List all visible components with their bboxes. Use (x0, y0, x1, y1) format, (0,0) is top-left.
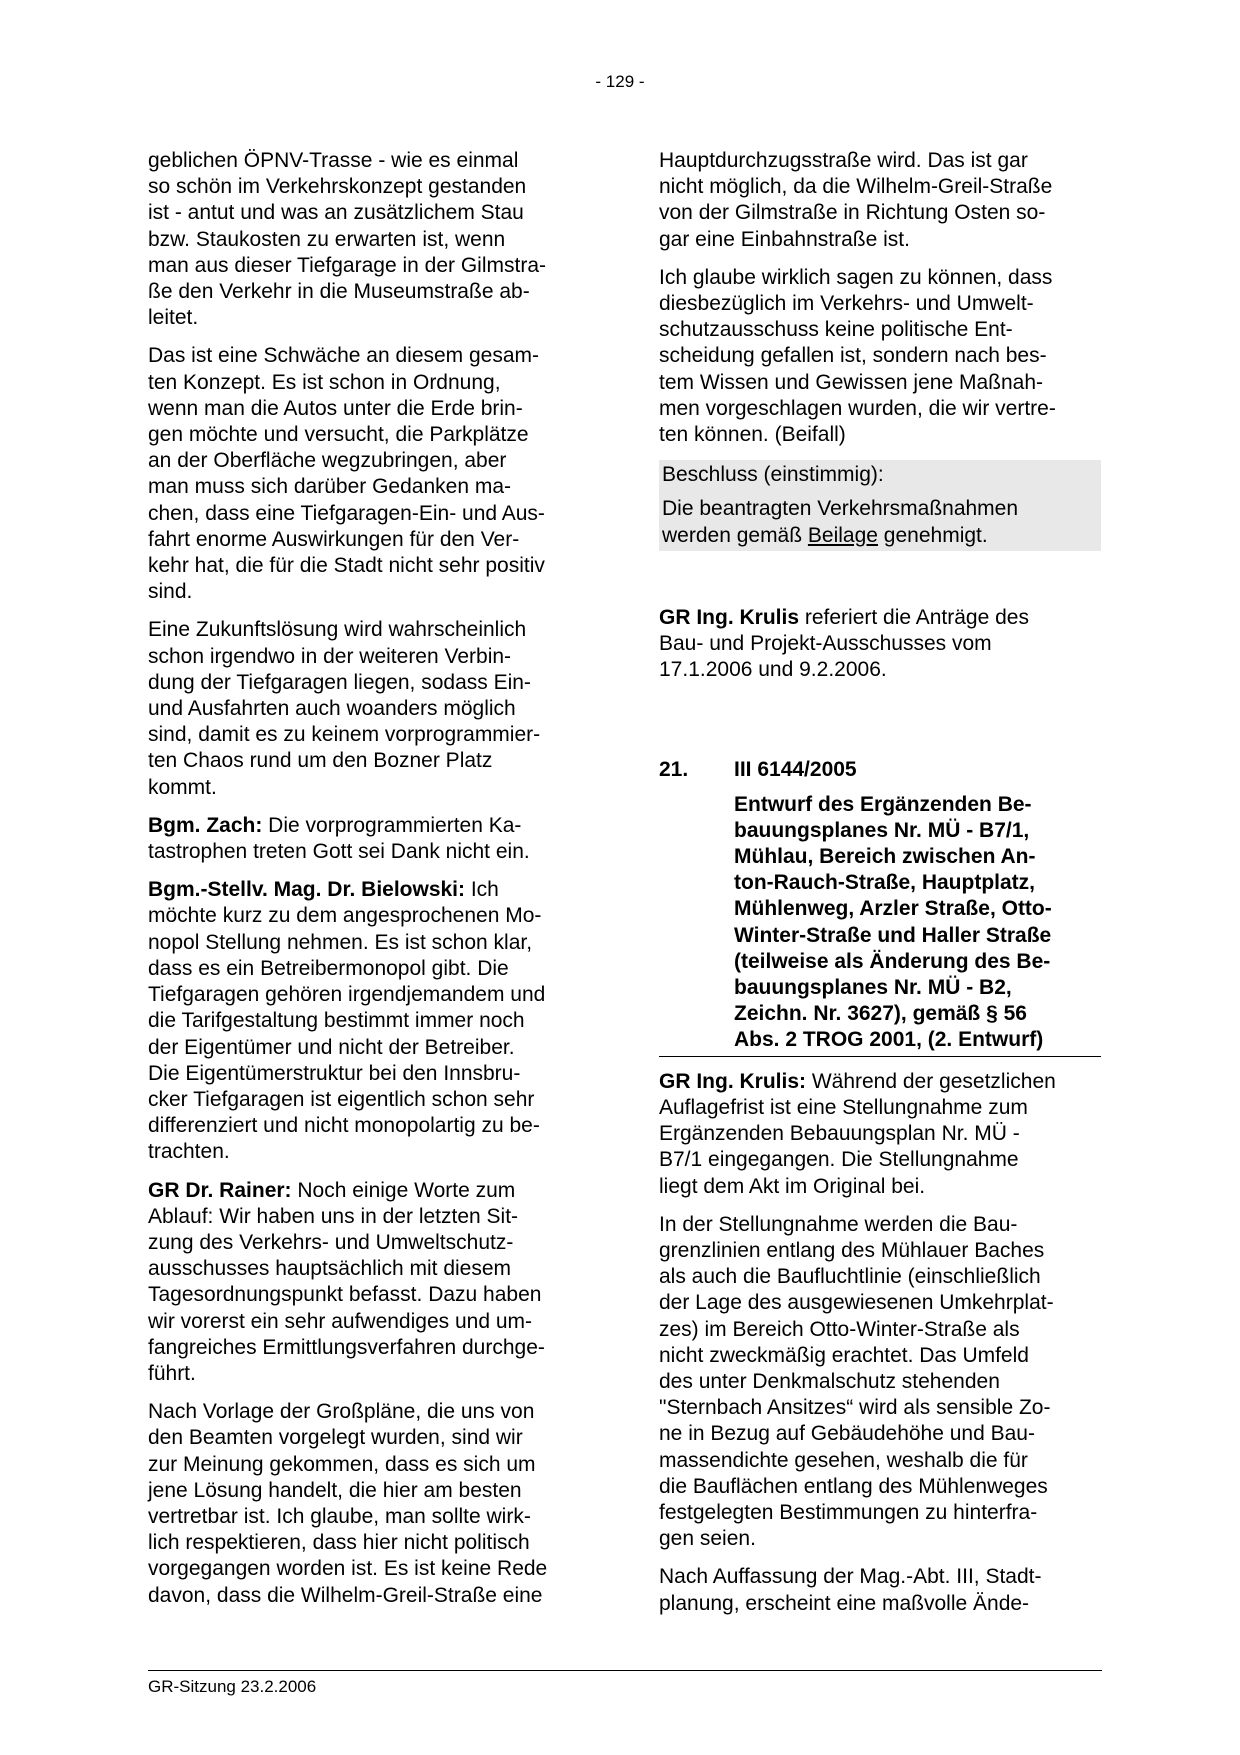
first-line (148, 877, 588, 903)
text-line: planung, erscheint eine maßvolle Ände- (659, 1591, 1030, 1615)
text-line: tastrophen treten Gott sei Dank nicht ein. (148, 840, 530, 864)
text-line: men vorgeschlagen wurden, die wir vertre- (659, 396, 1056, 420)
text-line: man muss sich darüber Gedanken ma- (148, 475, 511, 499)
speech-paragraph (148, 1178, 588, 1388)
paragraph (148, 343, 588, 605)
text-line: davon, dass die Wilhelm-Greil-Straße eine (148, 1583, 543, 1607)
agenda-item-number: 21. (659, 758, 689, 782)
text-line: kehr hat, die für die Stadt nicht sehr positiv (148, 554, 545, 578)
speech-text: Noch einige Worte zum (291, 1178, 516, 1202)
speaker-name: Bgm.-Stellv. Mag. Dr. Bielowski: (148, 878, 466, 902)
text-line: und Ausfahrten auch woanders möglich (148, 697, 516, 721)
agenda-item-title (734, 792, 1101, 1054)
speech-text: Die vorprogrammierten Ka- (262, 813, 522, 837)
text-line: "Sternbach Ansitzes“ wird als sensible Zo- (659, 1396, 1051, 1420)
text-line: ten Konzept. Es ist schon in Ordnung, (148, 370, 501, 394)
text-line: so schön im Verkehrskonzept gestanden (148, 175, 527, 199)
text-line: Nach Vorlage der Großpläne, die uns von (148, 1400, 535, 1424)
text-line: fahrt enorme Auswirkungen für den Ver- (148, 527, 520, 551)
text-line: jene Lösung handelt, die hier am besten (148, 1478, 522, 1502)
text-line: man aus dieser Tiefgarage in der Gilmstra- (148, 253, 547, 277)
attachment-link[interactable]: Beilage (807, 523, 878, 547)
right-column (659, 148, 1101, 1629)
text-line: differenziert und nicht monopolartig zu be- (148, 1114, 540, 1138)
first-line (659, 605, 1101, 631)
speech-text: Ich (465, 878, 499, 902)
left-column (148, 148, 588, 1621)
paragraph (659, 1564, 1101, 1616)
text-line: chen, dass eine Tiefgaragen-Ein- und Aus- (148, 501, 545, 525)
text-line: Nach Auffassung der Mag.-Abt. III, Stadt- (659, 1565, 1042, 1589)
paragraph (659, 148, 1101, 253)
text-line: vorgegangen worden ist. Es ist keine Rede (148, 1557, 548, 1581)
resolution-line: Die beantragten Verkehrsmaßnahmen (662, 497, 1019, 521)
text-line: Auflagefrist ist eine Stellungnahme zum (659, 1095, 1028, 1119)
text-line: (teilweise als Änderung des Be- (734, 949, 1051, 973)
speaker-name: GR Ing. Krulis: (659, 1069, 806, 1093)
text-line: Eine Zukunftslösung wird wahrscheinlich (148, 618, 527, 642)
text-line: cker Tiefgaragen ist eigentlich schon sehr (148, 1087, 535, 1111)
text-line: bauungsplanes Nr. MÜ - B2, (734, 976, 1012, 1000)
resolution-box (659, 460, 1101, 551)
text-line: von der Gilmstraße in Richtung Osten so- (659, 201, 1046, 225)
text-line: der Eigentümer und nicht der Betreiber. (148, 1035, 515, 1059)
text-line: Ich glaube wirklich sagen zu können, dass (659, 265, 1053, 289)
resolution-text (662, 496, 1099, 548)
text-line: zes) im Bereich Otto-Winter-Straße als (659, 1317, 1020, 1341)
first-line (148, 813, 588, 839)
paragraph (148, 148, 588, 331)
text-line: ten Chaos rund um den Bozner Platz (148, 749, 493, 773)
text-line: dung der Tiefgaragen liegen, sodass Ein- (148, 670, 531, 694)
speech-paragraph (148, 877, 588, 1165)
text-line: Tagesordnungspunkt befasst. Dazu haben (148, 1283, 542, 1307)
text-line: massendichte gesehen, weshalb die für (659, 1448, 1028, 1472)
text-line: liegt dem Akt im Original bei. (659, 1174, 926, 1198)
text-line: festgelegten Bestimmungen zu hinterfra- (659, 1500, 1038, 1524)
text-line: wenn man die Autos unter die Erde brin- (148, 396, 523, 420)
text-line: bzw. Staukosten zu erwarten ist, wenn (148, 227, 506, 251)
text-line: Zeichn. Nr. 3627), gemäß § 56 (734, 1002, 1027, 1026)
text-line: Abs. 2 TROG 2001, (2. Entwurf) (734, 1028, 1044, 1052)
text-line: diesbezüglich im Verkehrs- und Umwelt- (659, 292, 1034, 316)
text-line: Ablauf: Wir haben uns in der letzten Sit- (148, 1204, 519, 1228)
text-line: sind, damit es zu keinem vorprogrammier- (148, 723, 541, 747)
text-line: tem Wissen und Gewissen jene Maßnah- (659, 370, 1043, 394)
text-line: lich respektieren, dass hier nicht politisch (148, 1531, 530, 1555)
text-line: führt. (148, 1361, 196, 1385)
page-number: - 129 - (595, 72, 645, 91)
text-line: ausschusses hauptsächlich mit diesem (148, 1257, 512, 1281)
text-line: Mühlau, Bereich zwischen An- (734, 845, 1036, 869)
speech-paragraph (148, 813, 588, 865)
text-line: gen möchte und versucht, die Parkplätze (148, 423, 529, 447)
speaker-name: GR Dr. Rainer: (148, 1178, 292, 1202)
text-line: B7/1 eingegangen. Die Stellungnahme (659, 1148, 1019, 1172)
paragraph (659, 1212, 1101, 1553)
agenda-item-header (659, 757, 1101, 783)
speaker-name: Bgm. Zach: (148, 813, 263, 837)
first-line (148, 1178, 588, 1204)
text-line: geblichen ÖPNV-Trasse - wie es einmal (148, 149, 519, 172)
text-line: nicht möglich, da die Wilhelm-Greil-Straße (659, 175, 1053, 199)
text-line: nicht zweckmäßig erachtet. Das Umfeld (659, 1343, 1029, 1367)
resolution-line: werden gemäß Beilage genehmigt. (662, 523, 988, 547)
footer-divider (148, 1670, 1102, 1671)
text-line: dass es ein Betreibermonopol gibt. Die (148, 956, 509, 980)
speech-paragraph (659, 1069, 1101, 1200)
text-line: ist - antut und was an zusätzlichem Stau (148, 201, 524, 225)
text-line: grenzlinien entlang des Mühlauer Baches (659, 1238, 1045, 1262)
text-line: 17.1.2006 und 9.2.2006. (659, 658, 887, 682)
text-line: die Tarifgestaltung bestimmt immer noch (148, 1009, 525, 1033)
text-line: Ergänzenden Bebauungsplan Nr. MÜ - (659, 1122, 1020, 1146)
speaker-name: GR Ing. Krulis (659, 605, 800, 629)
text-line: zur Meinung gekommen, dass es sich um (148, 1452, 536, 1476)
divider (659, 1056, 1101, 1057)
text-line: Hauptdurchzugsstraße wird. Das ist gar (659, 149, 1028, 172)
speech-text: Während der gesetzlichen (806, 1069, 1056, 1093)
resolution-title: Beschluss (einstimmig): (662, 463, 884, 487)
text-line: scheidung gefallen ist, sondern nach bes- (659, 344, 1047, 368)
text-line: bauungsplanes Nr. MÜ - B7/1, (734, 818, 1030, 842)
text-line: leitet. (148, 306, 199, 330)
text-line: die Bauflächen entlang des Mühlenweges (659, 1474, 1048, 1498)
text-line: Entwurf des Ergänzenden Be- (734, 792, 1032, 816)
text-line: sind. (148, 580, 193, 604)
text-line: Die Eigentümerstruktur bei den Innsbru- (148, 1061, 521, 1085)
text-line: schutzausschuss keine politische Ent- (659, 318, 1013, 342)
text-line: Tiefgaragen gehören irgendjemandem und (148, 983, 546, 1007)
text-line: vertretbar ist. Ich glaube, man sollte wirk- (148, 1504, 531, 1528)
text-line: des unter Denkmalschutz stehenden (659, 1369, 1000, 1393)
footer-text: GR-Sitzung 23.2.2006 (148, 1677, 317, 1696)
text-line: ton-Rauch-Straße, Hauptplatz, (734, 871, 1036, 895)
text-line: schon irgendwo in der weiteren Verbin- (148, 644, 512, 668)
text-line: Mühlenweg, Arzler Straße, Otto- (734, 897, 1052, 921)
text-line: nopol Stellung nehmen. Es ist schon klar, (148, 930, 533, 954)
text-line: Bau- und Projekt-Ausschusses vom (659, 632, 992, 656)
paragraph (148, 1399, 588, 1609)
text-line: zung des Verkehrs- und Umweltschutz- (148, 1230, 514, 1254)
text-line: gen seien. (659, 1527, 756, 1551)
text-line: ne in Bezug auf Gebäudehöhe und Bau- (659, 1422, 1035, 1446)
text-line: Das ist eine Schwäche an diesem gesam- (148, 344, 540, 368)
text-line: kommt. (148, 775, 217, 799)
text-line: In der Stellungnahme werden die Bau- (659, 1212, 1018, 1236)
paragraph (659, 265, 1101, 448)
text-line: den Beamten vorgelegt wurden, sind wir (148, 1426, 523, 1450)
text-line: als auch die Baufluchtlinie (einschließlich (659, 1265, 1041, 1289)
text-line: fangreiches Ermittlungsverfahren durchge- (148, 1335, 545, 1359)
text-line: möchte kurz zu dem angesprochenen Mo- (148, 904, 542, 928)
text-line: Winter-Straße und Haller Straße (734, 923, 1052, 947)
speech-paragraph (659, 605, 1101, 684)
first-line (659, 1069, 1101, 1095)
text-line: ße den Verkehr in die Museumstraße ab- (148, 280, 530, 304)
agenda-item-reference: III 6144/2005 (734, 758, 857, 782)
text-line: ten können. (Beifall) (659, 423, 846, 447)
text-line: der Lage des ausgewiesenen Umkehrplat- (659, 1291, 1054, 1315)
text-line: trachten. (148, 1140, 230, 1164)
text-line: an der Oberfläche wegzubringen, aber (148, 449, 507, 473)
paragraph (148, 617, 588, 800)
speech-text: referiert die Anträge des (799, 605, 1029, 629)
text-line: wir vorerst ein sehr aufwendiges und um- (148, 1309, 533, 1333)
text-line: gar eine Einbahnstraße ist. (659, 227, 910, 251)
